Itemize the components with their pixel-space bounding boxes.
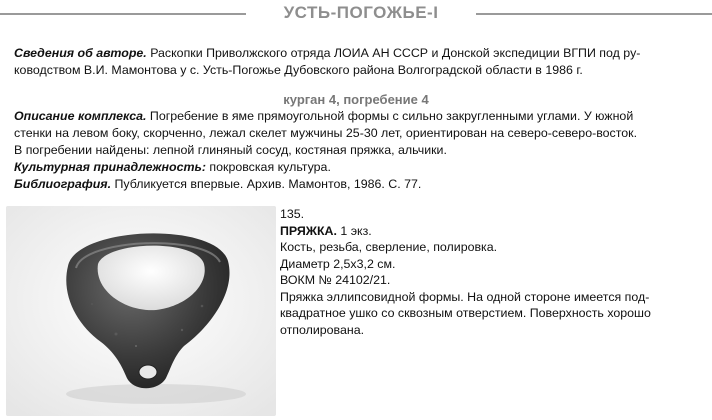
culture-label: Культурная принадлежность:: [14, 160, 206, 174]
complex-text-line1: Погребение в яме прямоугольной формы с сильно закругленными углами. У южной: [149, 109, 634, 123]
item-description-line2: квадратное ушко со сквозным отверстием. Поверхность хорошо: [280, 306, 651, 320]
item-description-line1: Пряжка эллипсовидной формы. На одной стороне имеется под-: [280, 289, 650, 304]
section-heading: курган 4, погребение 4: [283, 92, 429, 107]
culture-value: покровская культура.: [209, 160, 331, 174]
complex-text-line3: В погребении найдены: лепной глиняный сосуд, костяная пряжка, альчики.: [14, 143, 447, 157]
item-size: Диаметр 2,5х3,2 см.: [280, 256, 396, 271]
item-inventory: ВОКМ № 24102/21.: [280, 273, 391, 287]
bone-buckle-image: [6, 206, 276, 416]
complex-label: Описание комплекса.: [14, 109, 147, 123]
bibliography-label: Библиография.: [14, 177, 112, 191]
bibliography-value: Публикуется впервые. Архив. Мамонтов, 1986. С. 77.: [114, 177, 422, 191]
item-name: ПРЯЖКА.: [280, 223, 337, 238]
item-number: 135.: [280, 207, 305, 221]
author-text-line2: ководством В.И. Мамонтова у с. Усть-Погожье Дубовского района Волгоградской области в 1986 г.: [14, 63, 583, 77]
author-info: [14, 45, 704, 79]
item-description-line3: отполирована.: [280, 322, 365, 337]
complex-description: [14, 108, 704, 193]
author-label: Сведения об авторе.: [14, 46, 147, 60]
header-rule-left: [0, 13, 246, 15]
catalog-entry: [280, 206, 700, 338]
complex-text-line2: стенки на левом боку, скорченно, лежал скелет мужчины 25-30 лет, ориентирован на северо-северо-восток.: [14, 126, 638, 140]
author-text-line1: Раскопки Приволжского отряда ЛОИА АН СССР и Донской экспедиции ВГПИ под ру-: [150, 46, 641, 60]
header-rule-right: [476, 13, 712, 15]
item-material: Кость, резьба, сверление, полировка.: [280, 240, 498, 254]
page-title: УСТЬ-ПОГОЖЬЕ-I: [283, 3, 439, 22]
buckle-photo: [6, 206, 276, 416]
item-quantity: 1 экз.: [340, 223, 372, 238]
